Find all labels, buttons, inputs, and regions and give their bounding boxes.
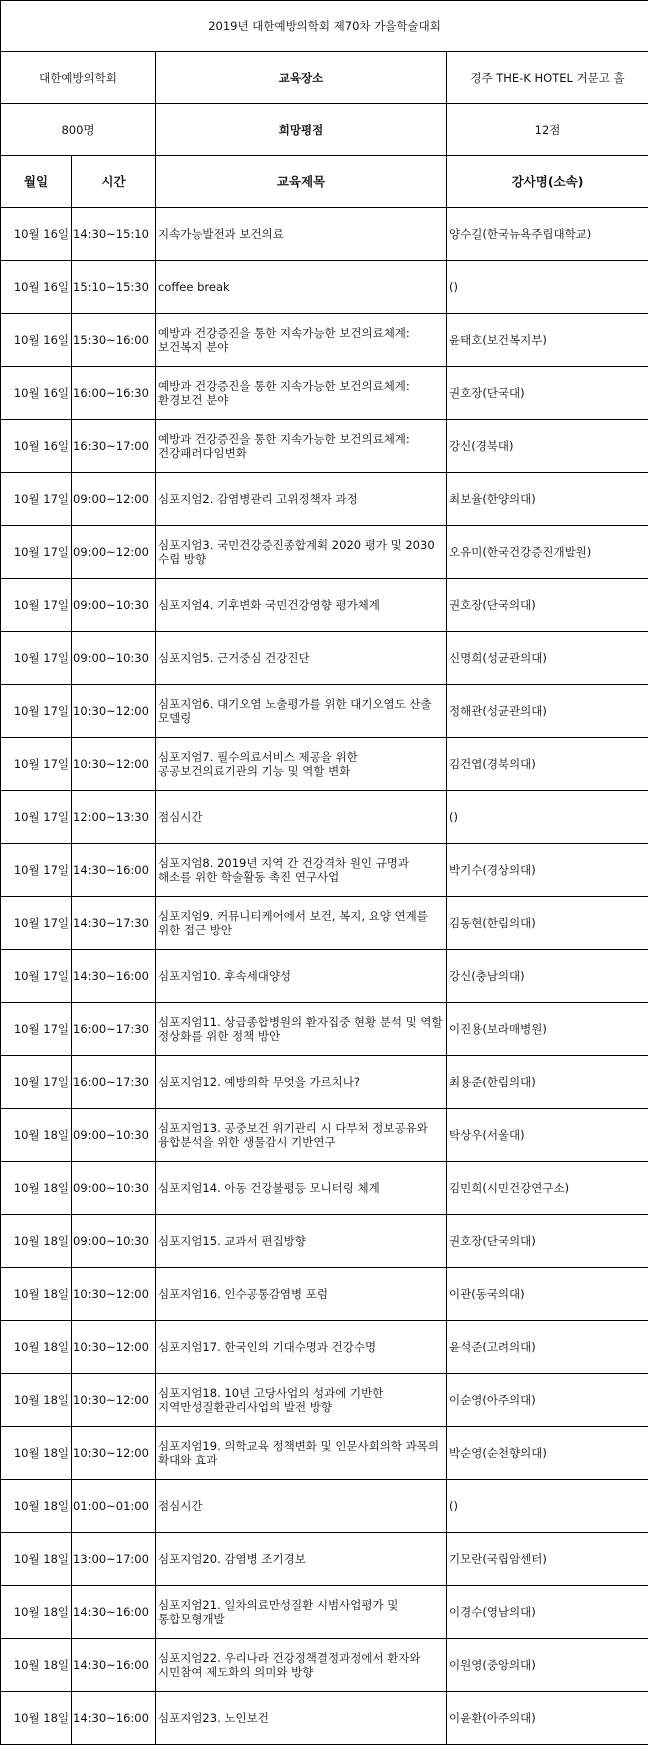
session-date: 10월 17일 <box>1 950 72 1003</box>
session-date: 10월 18일 <box>1 1321 72 1374</box>
table-row <box>1 791 648 844</box>
session-lecturer: 이원영(중앙의대) <box>447 1639 648 1692</box>
session-time: 01:00~01:00 <box>72 1480 156 1533</box>
session-time: 10:30~12:00 <box>72 1268 156 1321</box>
session-title: 심포지엄7. 필수의료서비스 제공을 위한 공공보건의료기관의 기능 및 역할 변화 <box>156 738 447 791</box>
capacity: 800명 <box>1 104 156 156</box>
table-row <box>1 1162 648 1215</box>
session-lecturer: 이진용(보라매병원) <box>447 1003 648 1056</box>
session-time: 16:30~17:00 <box>72 420 156 473</box>
session-title: 심포지엄13. 공중보건 위기관리 시 다부처 정보공유와 융합분석을 위한 생물감시 기반연구 <box>156 1109 447 1162</box>
session-date: 10월 18일 <box>1 1692 72 1745</box>
table-row <box>1 844 648 897</box>
table-row <box>1 632 648 685</box>
credit: 12점 <box>447 104 648 156</box>
header-lecturer: 강사명(소속) <box>447 156 648 208</box>
session-time: 10:30~12:00 <box>72 738 156 791</box>
table-row <box>1 1268 648 1321</box>
session-time: 16:00~17:30 <box>72 1003 156 1056</box>
session-lecturer: 권호장(단국대) <box>447 367 648 420</box>
session-lecturer: 기모란(국립암센터) <box>447 1533 648 1586</box>
session-time: 16:00~16:30 <box>72 367 156 420</box>
session-time: 13:00~17:00 <box>72 1533 156 1586</box>
table-row <box>1 314 648 367</box>
table-row <box>1 950 648 1003</box>
session-lecturer: () <box>447 261 648 314</box>
session-time: 15:30~16:00 <box>72 314 156 367</box>
session-title: 예방과 건강증진을 통한 지속가능한 보건의료체계: 건강패러다임변화 <box>156 420 447 473</box>
session-time: 10:30~12:00 <box>72 685 156 738</box>
table-row <box>1 738 648 791</box>
session-title: 심포지엄17. 한국인의 기대수명과 건강수명 <box>156 1321 447 1374</box>
session-lecturer: 김동현(한림의대) <box>447 897 648 950</box>
session-lecturer: 이윤환(아주의대) <box>447 1692 648 1745</box>
session-time: 14:30~16:00 <box>72 1586 156 1639</box>
table-row <box>1 1321 648 1374</box>
session-title: 심포지엄8. 2019년 지역 간 건강격차 원인 규명과 해소를 위한 학술활동 촉진 연구사업 <box>156 844 447 897</box>
session-time: 14:30~16:00 <box>72 1639 156 1692</box>
session-date: 10월 18일 <box>1 1533 72 1586</box>
session-time: 09:00~10:30 <box>72 1215 156 1268</box>
session-lecturer: 박기수(경상의대) <box>447 844 648 897</box>
session-title: 심포지엄16. 인수공통감염병 포럼 <box>156 1268 447 1321</box>
session-time: 14:30~16:00 <box>72 1692 156 1745</box>
table-row <box>1 1533 648 1586</box>
session-date: 10월 18일 <box>1 1427 72 1480</box>
session-date: 10월 16일 <box>1 208 72 261</box>
session-date: 10월 18일 <box>1 1162 72 1215</box>
session-date: 10월 17일 <box>1 526 72 579</box>
session-date: 10월 18일 <box>1 1109 72 1162</box>
session-date: 10월 16일 <box>1 367 72 420</box>
session-lecturer: 이경수(영남의대) <box>447 1586 648 1639</box>
table-row <box>1 1003 648 1056</box>
session-time: 10:30~12:00 <box>72 1321 156 1374</box>
session-lecturer: 탁상우(서울대) <box>447 1109 648 1162</box>
session-lecturer: 신명희(성균관의대) <box>447 632 648 685</box>
session-title: 예방과 건강증진을 통한 지속가능한 보건의료체계: 보건복지 분야 <box>156 314 447 367</box>
table-row <box>1 526 648 579</box>
table-row <box>1 685 648 738</box>
event-title: 2019년 대한예방의학회 제70차 가을학술대회 <box>1 1 648 52</box>
session-title: 심포지엄15. 교과서 편집방향 <box>156 1215 447 1268</box>
table-row <box>1 261 648 314</box>
session-title: 심포지엄23. 노인보건 <box>156 1692 447 1745</box>
session-title: 심포지엄21. 일차의료만성질환 시범사업평가 및 통합모형개발 <box>156 1586 447 1639</box>
table-row <box>1 208 648 261</box>
session-lecturer: 박순영(순천향의대) <box>447 1427 648 1480</box>
session-date: 10월 17일 <box>1 579 72 632</box>
session-time: 14:30~16:00 <box>72 844 156 897</box>
session-date: 10월 18일 <box>1 1374 72 1427</box>
session-lecturer: 이관(동국의대) <box>447 1268 648 1321</box>
session-date: 10월 18일 <box>1 1268 72 1321</box>
table-row <box>1 473 648 526</box>
table-row <box>1 1215 648 1268</box>
session-time: 09:00~12:00 <box>72 526 156 579</box>
session-title: 심포지엄6. 대기오염 노출평가를 위한 대기오염도 산출 모델링 <box>156 685 447 738</box>
session-title: 심포지엄9. 커뮤니티케어에서 보건, 복지, 요양 연계를 위한 접근 방안 <box>156 897 447 950</box>
table-row <box>1 1480 648 1533</box>
session-date: 10월 18일 <box>1 1480 72 1533</box>
session-time: 09:00~10:30 <box>72 1109 156 1162</box>
session-lecturer: 윤태호(보건복지부) <box>447 314 648 367</box>
session-lecturer: 정해관(성균관의대) <box>447 685 648 738</box>
session-time: 14:30~17:30 <box>72 897 156 950</box>
session-time: 16:00~17:30 <box>72 1056 156 1109</box>
table-row <box>1 420 648 473</box>
session-title: 심포지엄22. 우리나라 건강정책결정과정에서 환자와 시민참여 제도화의 의미와 방향 <box>156 1639 447 1692</box>
session-title: 심포지엄2. 감염병관리 고위정책자 과정 <box>156 473 447 526</box>
session-lecturer: 강신(충남의대) <box>447 950 648 1003</box>
session-date: 10월 17일 <box>1 1003 72 1056</box>
session-time: 09:00~12:00 <box>72 473 156 526</box>
session-date: 10월 17일 <box>1 738 72 791</box>
session-title: 심포지엄19. 의학교육 정책변화 및 인문사회의학 과목의 확대와 효과 <box>156 1427 447 1480</box>
session-lecturer: 윤석준(고려의대) <box>447 1321 648 1374</box>
session-title: 심포지엄5. 근거중심 건강진단 <box>156 632 447 685</box>
credit-label: 희망평점 <box>156 104 447 156</box>
session-date: 10월 18일 <box>1 1586 72 1639</box>
session-time: 09:00~10:30 <box>72 579 156 632</box>
session-lecturer: 양수길(한국뉴욕주립대학교) <box>447 208 648 261</box>
session-lecturer: 김건엽(경북의대) <box>447 738 648 791</box>
table-row <box>1 1586 648 1639</box>
header-title: 교육제목 <box>156 156 447 208</box>
session-title: 점심시간 <box>156 1480 447 1533</box>
session-date: 10월 16일 <box>1 261 72 314</box>
session-title: 심포지엄12. 예방의학 무엇을 가르치나? <box>156 1056 447 1109</box>
session-date: 10월 17일 <box>1 791 72 844</box>
table-row <box>1 1374 648 1427</box>
session-lecturer: 강신(경북대) <box>447 420 648 473</box>
session-lecturer: () <box>447 791 648 844</box>
session-lecturer: 권호장(단국의대) <box>447 1215 648 1268</box>
session-time: 15:10~15:30 <box>72 261 156 314</box>
venue: 경주 THE-K HOTEL 거문고 홀 <box>447 52 648 104</box>
session-title: 심포지엄3. 국민건강증진종합계획 2020 평가 및 2030 수립 방향 <box>156 526 447 579</box>
header-date: 월일 <box>1 156 72 208</box>
session-time: 14:30~16:00 <box>72 950 156 1003</box>
session-date: 10월 18일 <box>1 1215 72 1268</box>
venue-label: 교육장소 <box>156 52 447 104</box>
table-row <box>1 1639 648 1692</box>
organizer: 대한예방의학회 <box>1 52 156 104</box>
table-row <box>1 1109 648 1162</box>
session-lecturer: 최보율(한양의대) <box>447 473 648 526</box>
session-time: 14:30~15:10 <box>72 208 156 261</box>
session-lecturer: 이순영(아주의대) <box>447 1374 648 1427</box>
table-row <box>1 367 648 420</box>
session-date: 10월 17일 <box>1 685 72 738</box>
session-time: 09:00~10:30 <box>72 1162 156 1215</box>
session-title: 지속가능발전과 보건의료 <box>156 208 447 261</box>
session-date: 10월 17일 <box>1 897 72 950</box>
table-row <box>1 897 648 950</box>
session-title: 심포지엄20. 감염병 조기경보 <box>156 1533 447 1586</box>
table-row <box>1 1427 648 1480</box>
session-title: 심포지엄10. 후속세대양성 <box>156 950 447 1003</box>
session-date: 10월 18일 <box>1 1639 72 1692</box>
session-title: 심포지엄11. 상급종합병원의 환자집중 현황 분석 및 역할 정상화를 위한 정책 방안 <box>156 1003 447 1056</box>
session-lecturer: 김민희(시민건강연구소) <box>447 1162 648 1215</box>
session-time: 10:30~12:00 <box>72 1374 156 1427</box>
session-time: 10:30~12:00 <box>72 1427 156 1480</box>
table-row <box>1 1056 648 1109</box>
session-time: 09:00~10:30 <box>72 632 156 685</box>
session-title: 심포지엄14. 아동 건강불평등 모니터링 체계 <box>156 1162 447 1215</box>
session-title: 점심시간 <box>156 791 447 844</box>
session-date: 10월 16일 <box>1 314 72 367</box>
table-row <box>1 579 648 632</box>
session-title: 심포지엄4. 기후변화 국민건강영향 평가체계 <box>156 579 447 632</box>
session-date: 10월 17일 <box>1 1056 72 1109</box>
session-date: 10월 16일 <box>1 420 72 473</box>
session-date: 10월 17일 <box>1 844 72 897</box>
session-title: 심포지엄18. 10년 고당사업의 성과에 기반한 지역만성질환관리사업의 발전 방향 <box>156 1374 447 1427</box>
session-date: 10월 17일 <box>1 632 72 685</box>
header-time: 시간 <box>72 156 156 208</box>
session-date: 10월 17일 <box>1 473 72 526</box>
session-lecturer: () <box>447 1480 648 1533</box>
session-title: 예방과 건강증진을 통한 지속가능한 보건의료체계: 환경보건 분야 <box>156 367 447 420</box>
session-rows <box>1 208 648 1745</box>
session-lecturer: 최용준(한림의대) <box>447 1056 648 1109</box>
table-row <box>1 1692 648 1745</box>
session-lecturer: 오유미(한국건강증진개발원) <box>447 526 648 579</box>
session-lecturer: 권호장(단국의대) <box>447 579 648 632</box>
session-time: 12:00~13:30 <box>72 791 156 844</box>
session-title: coffee break <box>156 261 447 314</box>
